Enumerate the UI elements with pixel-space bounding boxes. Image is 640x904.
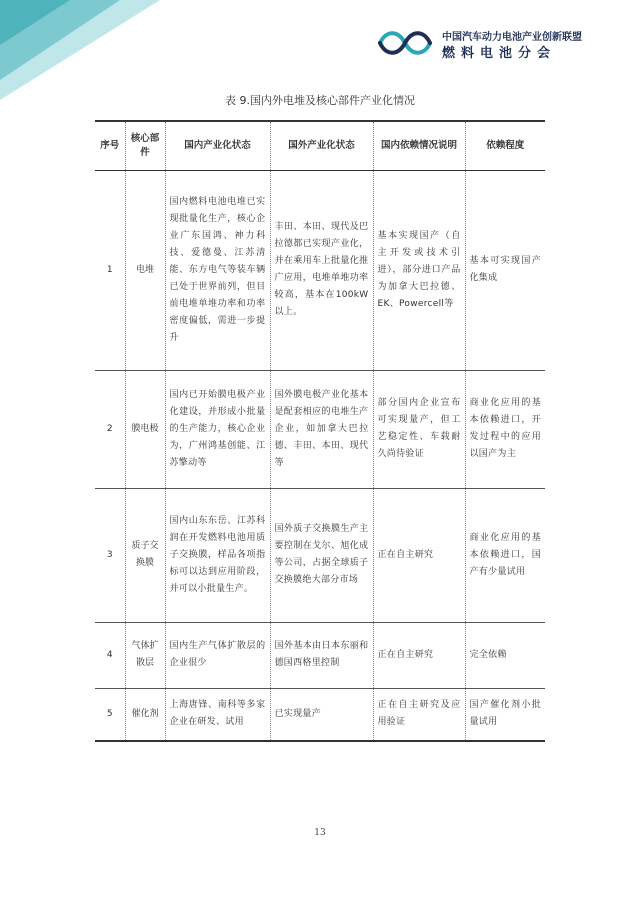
cell-component: 催化剂 bbox=[125, 688, 165, 741]
cell-component: 膜电极 bbox=[125, 370, 165, 488]
col-header-domestic: 国内产业化状态 bbox=[165, 121, 270, 170]
cell-component: 气体扩散层 bbox=[125, 622, 165, 688]
cell-no: 1 bbox=[95, 170, 125, 370]
cell-no: 5 bbox=[95, 688, 125, 741]
cell-foreign: 国外膜电极产业化基本是配套相应的电堆生产企业，如加拿大巴拉德、丰田、本田、现代等 bbox=[270, 370, 373, 488]
cell-dependency-note: 基本实现国产（自主开发或技术引进），部分进口产品为加拿大巴拉德、EK、Powercell等 bbox=[373, 170, 465, 370]
cell-no: 4 bbox=[95, 622, 125, 688]
industrialization-table bbox=[95, 120, 545, 742]
table-row bbox=[95, 170, 545, 370]
cell-no: 3 bbox=[95, 488, 125, 622]
table-header-row bbox=[95, 121, 545, 170]
cell-dependency-level: 商业化应用的基本依赖进口，开发过程中的应用以国产为主 bbox=[465, 370, 545, 488]
cell-foreign: 国外质子交换膜生产主要控制在戈尔、旭化成等公司，占据全球质子交换膜绝大部分市场 bbox=[270, 488, 373, 622]
cell-domestic: 国内燃料电池电堆已实现批量化生产，核心企业广东国鸿、神力科技、爱德曼、江苏清能、东方电气等装车辆已处于世界前列，但目前电堆单堆功率和功率密度偏低，需进一步提升 bbox=[165, 170, 270, 370]
org-name: 中国汽车动力电池产业创新联盟 bbox=[442, 32, 582, 43]
cell-dependency-note: 部分国内企业宣布可实现量产，但工艺稳定性、车载耐久尚待验证 bbox=[373, 370, 465, 488]
col-header-component: 核心部件 bbox=[125, 121, 165, 170]
cell-domestic: 国内生产气体扩散层的企业很少 bbox=[165, 622, 270, 688]
cell-dependency-level: 商业化应用的基本依赖进口，国产有少量试用 bbox=[465, 488, 545, 622]
table-row bbox=[95, 688, 545, 741]
cell-dependency-level: 基本可实现国产化集成 bbox=[465, 170, 545, 370]
col-header-foreign: 国外产业化状态 bbox=[270, 121, 373, 170]
cell-domestic: 上海唐锋、南科等多家企业在研发、试用 bbox=[165, 688, 270, 741]
cell-domestic: 国内已开始膜电极产业化建设，并形成小批量的生产能力，核心企业为，广州鸿基创能、江苏擎动等 bbox=[165, 370, 270, 488]
cell-foreign: 丰田、本田、现代及巴拉德都已实现产业化，并在乘用车上批量化推广应用，电堆单堆功率较高，基本在100kW以上。 bbox=[270, 170, 373, 370]
table-caption: 表 9.国内外电堆及核心部件产业化情况 bbox=[225, 94, 415, 107]
org-subname: 燃料电池分会 bbox=[442, 46, 557, 61]
table-row bbox=[95, 370, 545, 488]
cell-no: 2 bbox=[95, 370, 125, 488]
cell-dependency-note: 正在自主研究及应用验证 bbox=[373, 688, 465, 741]
cell-component: 质子交换膜 bbox=[125, 488, 165, 622]
cell-domestic: 国内山东东岳、江苏科润在开发燃料电池用质子交换膜，样品各项指标可以达到应用阶段，并可以小批量生产。 bbox=[165, 488, 270, 622]
cell-dependency-note: 正在自主研究 bbox=[373, 622, 465, 688]
org-logo bbox=[376, 26, 616, 60]
table-row bbox=[95, 488, 545, 622]
cell-dependency-level: 完全依赖 bbox=[465, 622, 545, 688]
cell-component: 电堆 bbox=[125, 170, 165, 370]
cell-dependency-note: 正在自主研究 bbox=[373, 488, 465, 622]
infinity-logo-icon bbox=[376, 28, 434, 58]
page-number: 13 bbox=[314, 828, 326, 838]
col-header-dependency-note: 国内依赖情况说明 bbox=[373, 121, 465, 170]
cell-foreign: 国外基本由日本东丽和德国西格里控制 bbox=[270, 622, 373, 688]
table-row bbox=[95, 622, 545, 688]
cell-foreign: 已实现量产 bbox=[270, 688, 373, 741]
col-header-dependency-level: 依赖程度 bbox=[465, 121, 545, 170]
cell-dependency-level: 国产催化剂小批量试用 bbox=[465, 688, 545, 741]
col-header-no: 序号 bbox=[95, 121, 125, 170]
